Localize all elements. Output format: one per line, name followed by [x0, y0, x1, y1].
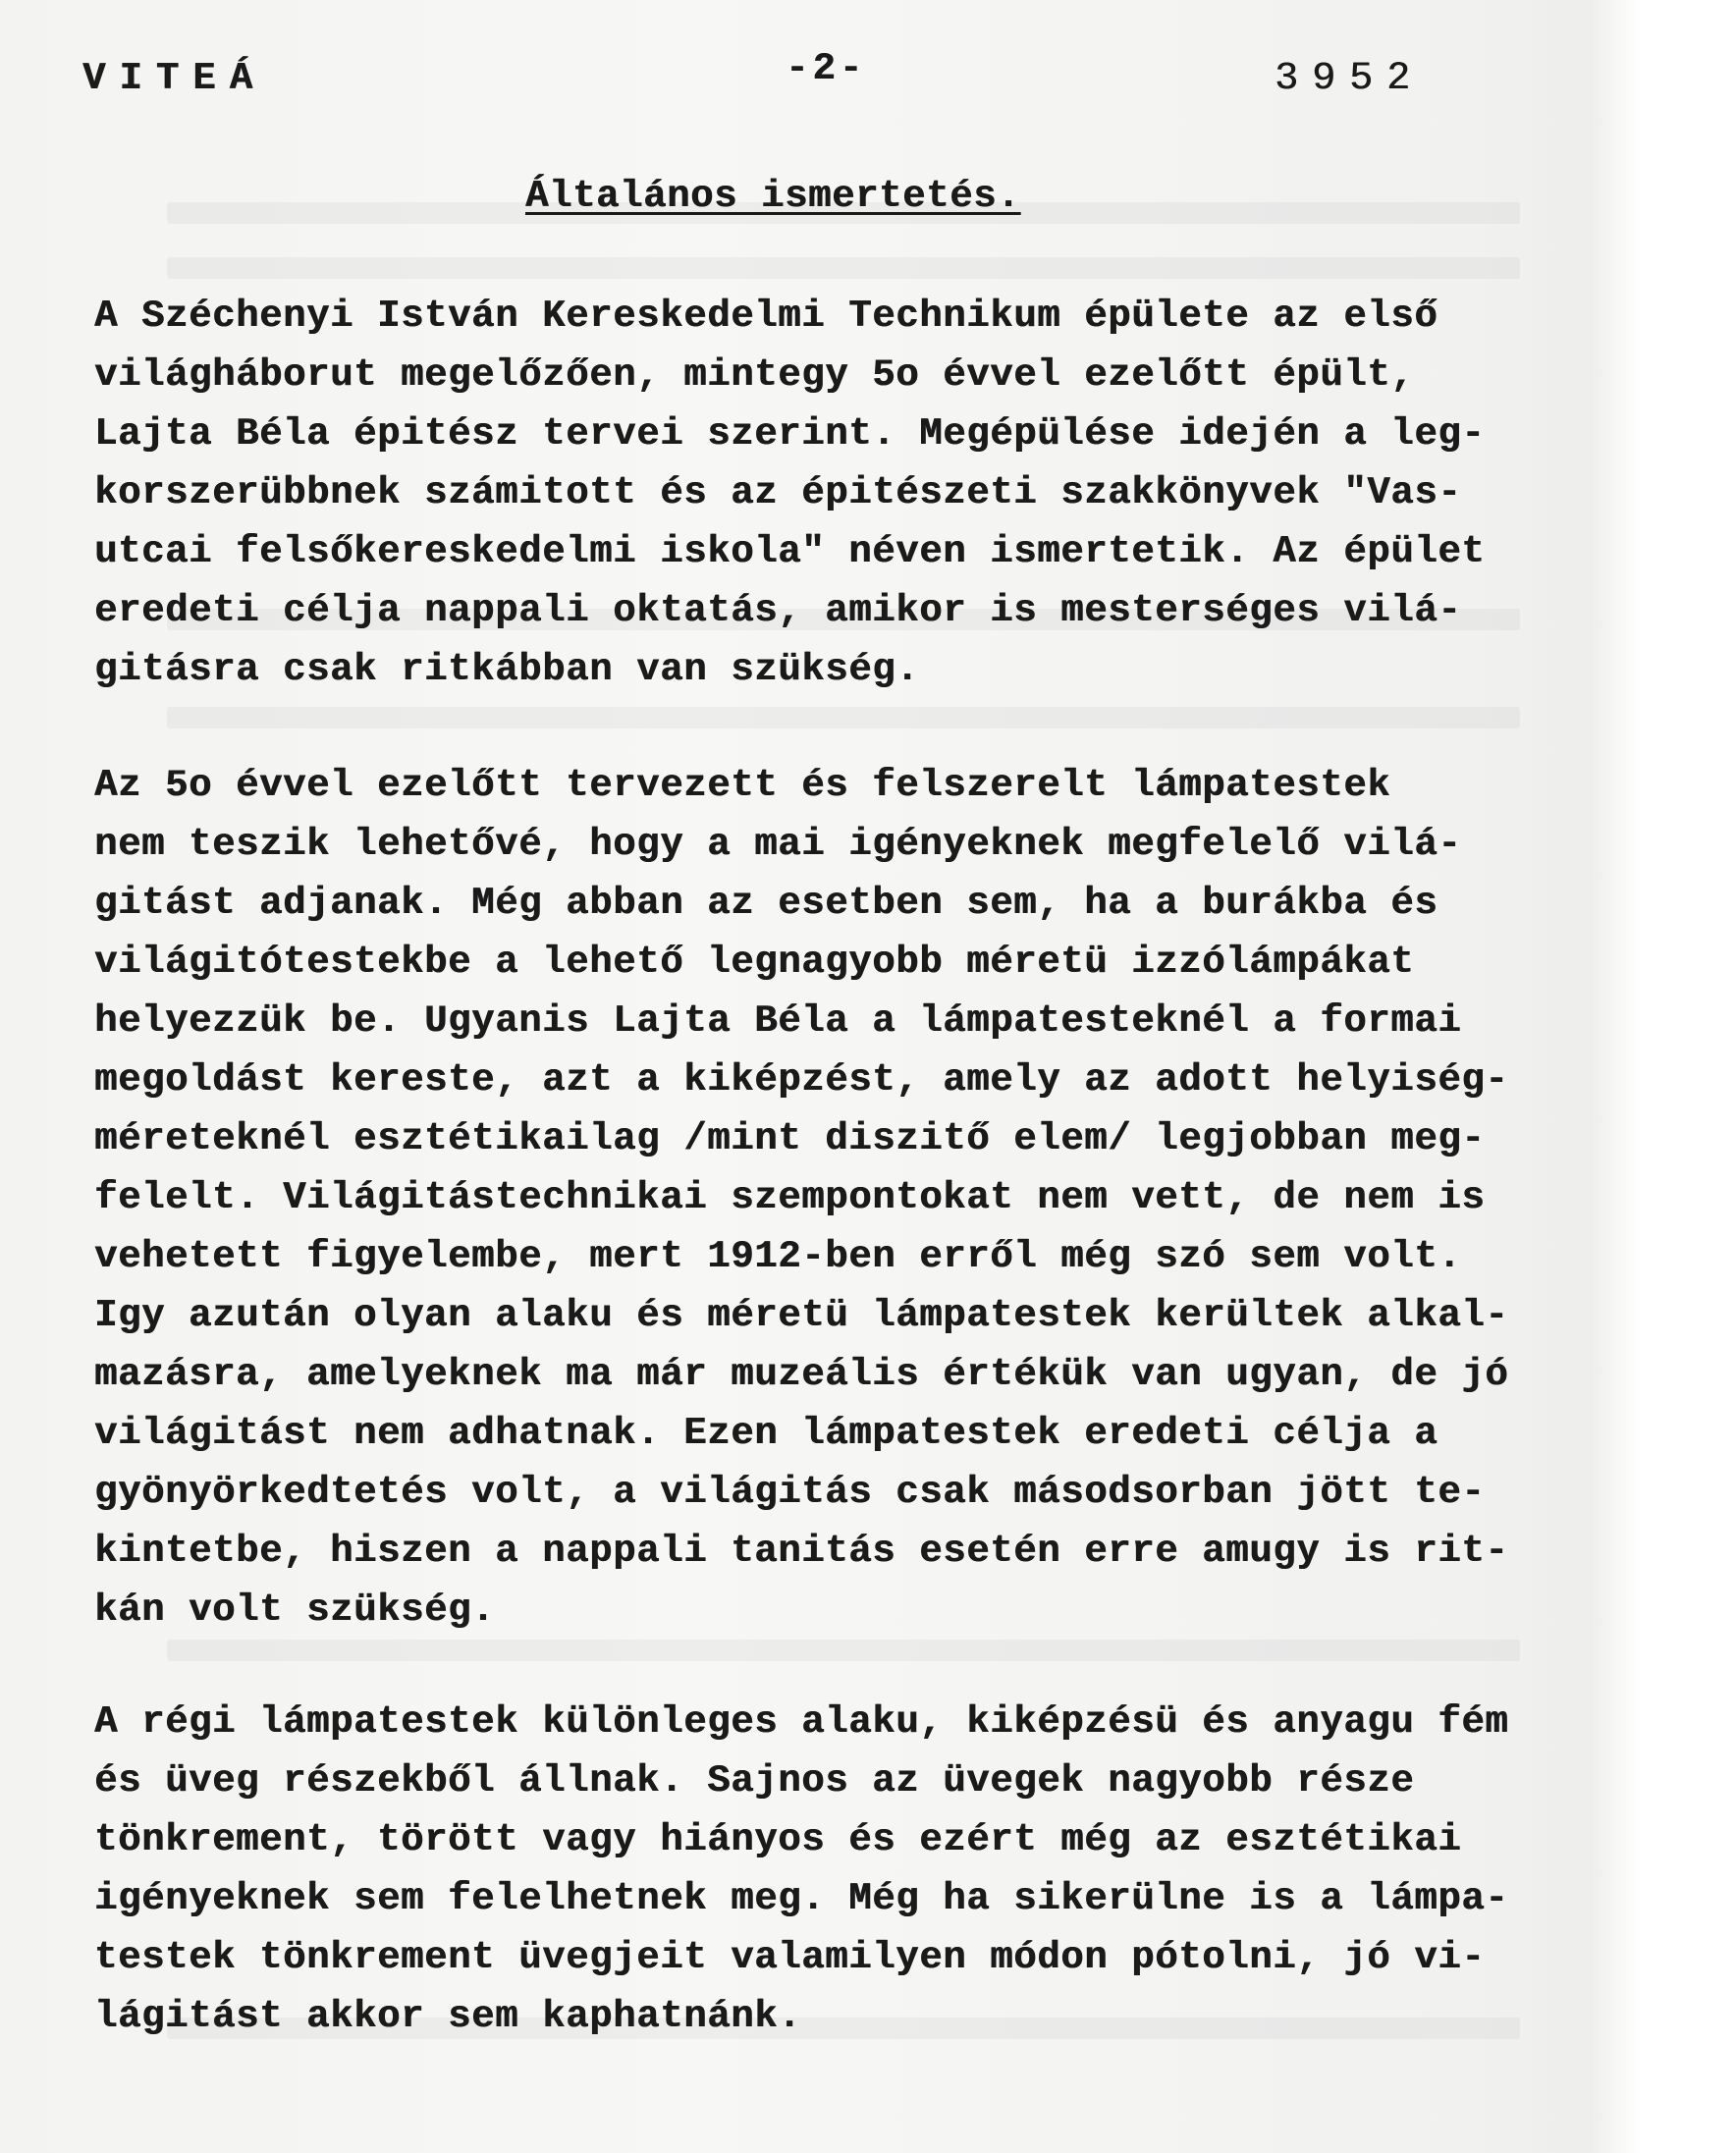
text-line: mazásra, amelyeknek ma már muzeális értékük van ugyan, de jó [94, 1353, 1509, 1396]
text-line: nem teszik lehetővé, hogy a mai igényeknek megfelelő vilá- [94, 823, 1462, 866]
scan-edge [1589, 0, 1736, 2153]
text-line: gitást adjanak. Még abban az esetben sem, ha a burákba és [94, 882, 1438, 925]
text-line: világitást nem adhatnak. Ezen lámpatestek eredeti célja a [94, 1412, 1438, 1455]
text-line: Lajta Béla épitész tervei szerint. Megépülése idején a leg- [94, 412, 1486, 456]
text-line: tönkrement, törött vagy hiányos és ezért még az esztétikai [94, 1818, 1462, 1861]
text-line: felelt. Világitástechnikai szempontokat nem vett, de nem is [94, 1176, 1486, 1219]
text-line: testek tönkrement üvegjeit valamilyen módon pótolni, jó vi- [94, 1936, 1486, 1979]
text-line: Igy azután olyan alaku és méretü lámpatestek kerültek alkal- [94, 1294, 1509, 1337]
page-number: -2- [786, 47, 867, 90]
text-line: megoldást kereste, azt a kiképzést, amely az adott helyiség- [94, 1058, 1509, 1102]
text-line: lágitást akkor sem kaphatnánk. [94, 1995, 802, 2038]
text-line: gyönyörkedtetés volt, a világitás csak másodsorban jött te- [94, 1471, 1486, 1514]
text-line: világitótestekbe a lehető legnagyobb méretü izzólámpákat [94, 941, 1415, 984]
text-line: gitásra csak ritkábban van szükség. [94, 648, 920, 691]
text-line: igényeknek sem felelhetnek meg. Még ha sikerülne is a lámpa- [94, 1877, 1509, 1920]
bleed-through-line [167, 257, 1520, 279]
document-number: 3952 [1275, 57, 1425, 101]
bleed-through-line [167, 1640, 1520, 1661]
text-line: méreteknél esztétikailag /mint diszitő elem/ legjobban meg- [94, 1117, 1486, 1160]
section-title: Általános ismertetés. [525, 175, 1021, 218]
text-line: és üveg részekből állnak. Sajnos az üvegek nagyobb része [94, 1759, 1415, 1803]
text-line: helyezzük be. Ugyanis Lajta Béla a lámpatesteknél a formai [94, 999, 1462, 1043]
text-line: vehetett figyelembe, mert 1912-ben erről még szó sem volt. [94, 1235, 1462, 1278]
bleed-through-line [167, 707, 1520, 728]
text-line: eredeti célja nappali oktatás, amikor is mesterséges vilá- [94, 589, 1462, 632]
text-line: világháborut megelőzően, mintegy 5o évvel ezelőtt épült, [94, 353, 1415, 397]
text-line: A Széchenyi István Kereskedelmi Technikum épülete az első [94, 295, 1438, 338]
text-line: korszerübbnek számitott és az épitészeti szakkönyvek "Vas- [94, 471, 1462, 514]
text-line: kán volt szükség. [94, 1588, 496, 1632]
text-line: kintetbe, hiszen a nappali tanitás esetén erre amugy is rit- [94, 1530, 1509, 1573]
text-line: Az 5o évvel ezelőtt tervezett és felszerelt lámpatestek [94, 764, 1391, 807]
text-line: A régi lámpatestek különleges alaku, kiképzésü és anyagu fém [94, 1700, 1509, 1744]
header-left: VITEÁ [82, 57, 267, 100]
text-line: utcai felsőkereskedelmi iskola" néven ismertetik. Az épület [94, 530, 1486, 573]
